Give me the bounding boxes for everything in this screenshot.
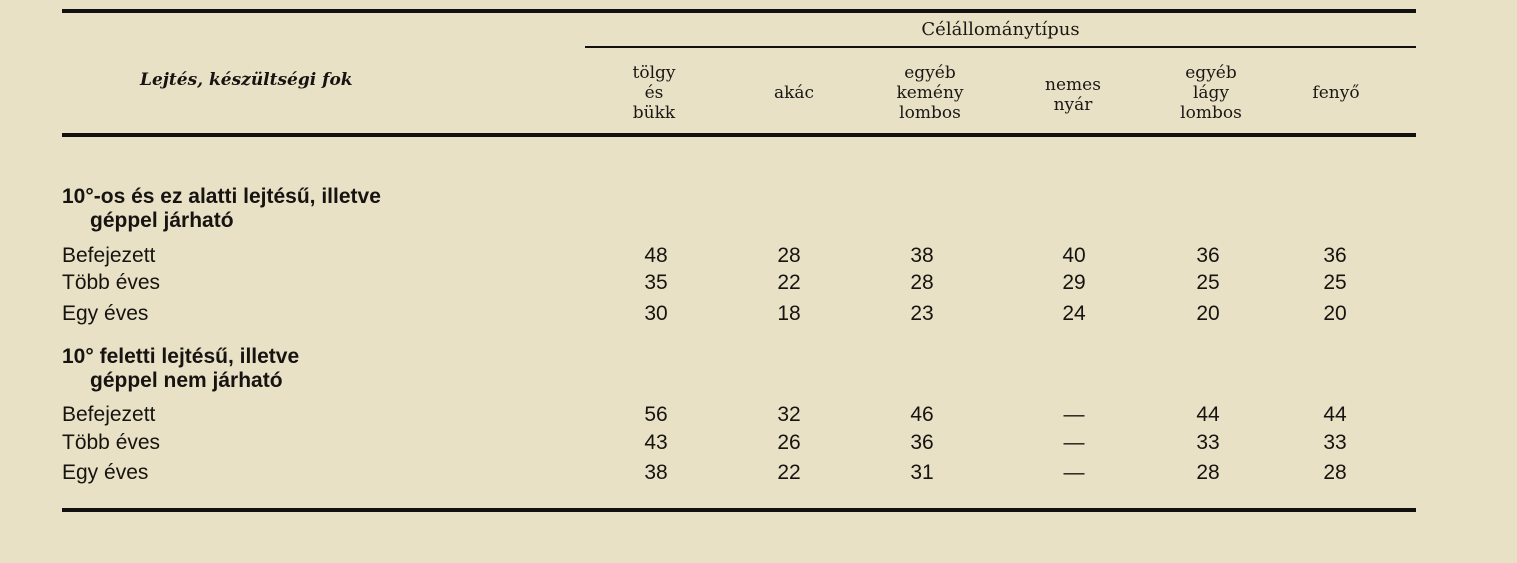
stub-header: Lejtés, készültségi fok — [140, 70, 353, 90]
group-header: Célállománytípus — [921, 19, 1080, 40]
table-cell: 23 — [910, 302, 934, 325]
table-cell: 36 — [910, 431, 934, 454]
table-cell: 18 — [777, 302, 801, 325]
table-cell: 20 — [1196, 302, 1220, 325]
table-cell: 40 — [1062, 244, 1086, 267]
column-header-egyeb-kemeny-lombos: egyéb kemény lombos — [896, 63, 964, 123]
table-cell: 36 — [1323, 244, 1347, 267]
table-cell: 43 — [644, 431, 668, 454]
table-cell: 48 — [644, 244, 668, 267]
table-cell: 22 — [777, 461, 801, 484]
group-header-rule — [585, 46, 1416, 48]
table-cell: 22 — [777, 271, 801, 294]
section-title-steep-slope: 10° feletti lejtésű, illetve géppel nem járható — [62, 345, 300, 392]
table-cell: 38 — [644, 461, 668, 484]
table-top-rule — [62, 9, 1416, 13]
table-cell: 44 — [1196, 403, 1220, 426]
table-cell: 20 — [1323, 302, 1347, 325]
row-label: Egy éves — [62, 302, 149, 325]
section-title-gentle-slope: 10°-os és ez alatti lejtésű, illetve géppel járható — [62, 185, 381, 232]
table-bottom-rule — [62, 508, 1416, 512]
table-cell: 44 — [1323, 403, 1347, 426]
table-cell: 25 — [1196, 271, 1220, 294]
row-label: Több éves — [62, 271, 161, 294]
table-cell: 28 — [777, 244, 801, 267]
row-label: Befejezett — [62, 244, 156, 267]
table-cell: 28 — [1196, 461, 1220, 484]
table-cell: 25 — [1323, 271, 1347, 294]
table-cell: 36 — [1196, 244, 1220, 267]
table-cell: 24 — [1062, 302, 1086, 325]
table-cell: 46 — [910, 403, 934, 426]
table-cell: 28 — [910, 271, 934, 294]
column-header-egyeb-lagy-lombos: egyéb lágy lombos — [1180, 63, 1242, 123]
table-cell: 28 — [1323, 461, 1347, 484]
header-bottom-rule — [62, 133, 1416, 137]
table-cell: 56 — [644, 403, 668, 426]
table-cell: 35 — [644, 271, 668, 294]
table-cell: 32 — [777, 403, 801, 426]
table-cell: 38 — [910, 244, 934, 267]
table-cell: — — [1063, 461, 1085, 484]
row-label: Több éves — [62, 431, 161, 454]
table-cell: 33 — [1196, 431, 1220, 454]
row-label: Egy éves — [62, 461, 149, 484]
table-cell: 30 — [644, 302, 668, 325]
column-header-fenyo: fenyő — [1312, 83, 1360, 103]
table-cell: 31 — [910, 461, 934, 484]
column-header-tolgy-bukk: tölgy és bükk — [632, 63, 676, 123]
column-header-akac: akác — [773, 83, 815, 103]
column-header-nemes-nyar: nemes nyár — [1045, 75, 1101, 115]
table-cell: 29 — [1062, 271, 1086, 294]
table-cell: — — [1063, 403, 1085, 426]
row-label: Befejezett — [62, 403, 156, 426]
table-cell: — — [1063, 431, 1085, 454]
table-cell: 26 — [777, 431, 801, 454]
table-cell: 33 — [1323, 431, 1347, 454]
